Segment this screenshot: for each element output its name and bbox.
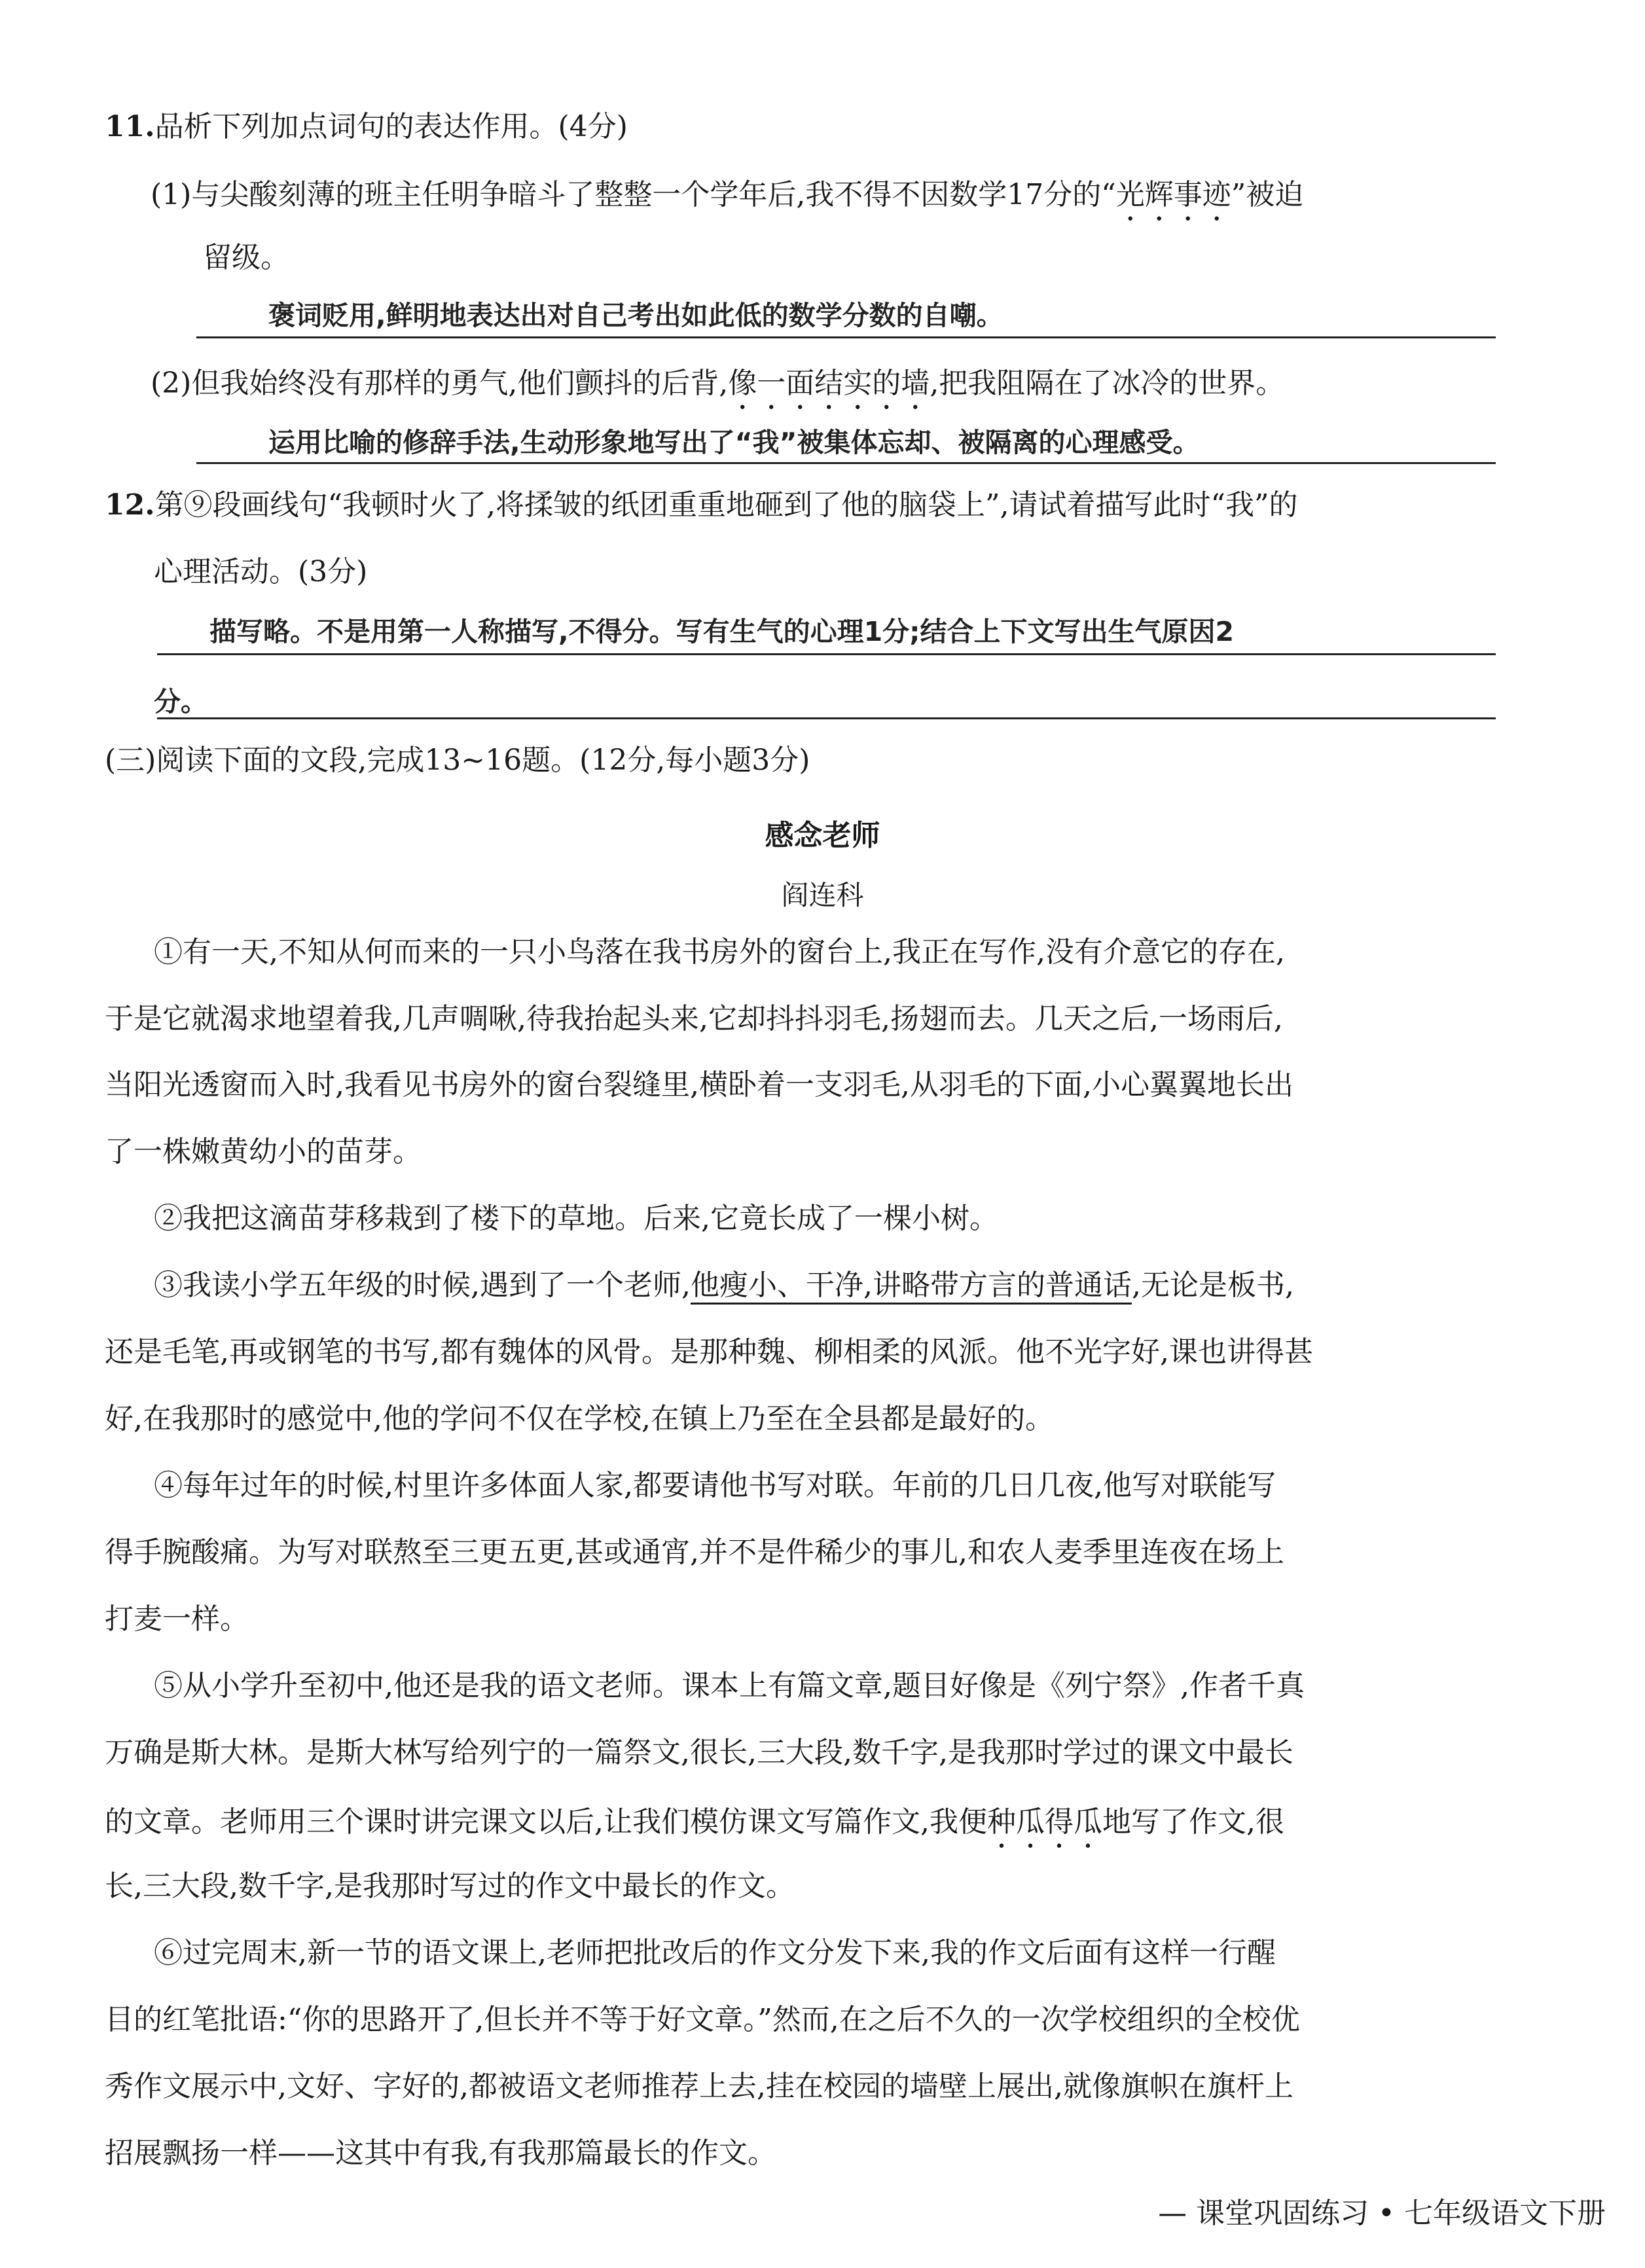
q11-item2-dotted-phrase: 像一面结实的墙 bbox=[728, 367, 930, 400]
p5-dotted-phrase: 种瓜得瓜 bbox=[986, 1805, 1102, 1839]
p3-line2: 还是毛笔,再或钢笔的书写,都有魏体的风骨。是那种魏、柳相柔的风派。他不光字好,课也讲得甚 bbox=[105, 1335, 1313, 1369]
q11-item1-answer-line bbox=[196, 336, 1496, 338]
page-footer: — 课堂巩固练习 • 七年级语文下册 bbox=[1158, 2197, 1606, 2230]
q11-item1-text-a: (1)与尖酸刻薄的班主任明争暗斗了整整一个学年后,我不得不因数学17分的“ bbox=[151, 178, 1116, 211]
q11-number: 11. bbox=[105, 110, 155, 143]
q12-text-1: 第⑨段画线句“我顿时火了,将揉皱的纸团重重地砸到了他的脑袋上”,请试着描写此时“我”的 bbox=[154, 488, 1298, 522]
q11-item1-line2: 留级。 bbox=[203, 241, 289, 274]
p4-line2: 得手腕酸痛。为写对联熬至三更五更,甚或通宵,并不是件稀少的事儿,和农人麦季里连夜在场上 bbox=[105, 1536, 1284, 1569]
p3-text-b: ,无论是板书, bbox=[1131, 1269, 1294, 1302]
q11-stem-text: 品析下列加点词句的表达作用。(4分) bbox=[154, 110, 628, 143]
q12-line1 bbox=[105, 488, 1506, 522]
article-author: 阎连科 bbox=[781, 879, 864, 911]
p4-line1: ④每年过年的时候,村里许多体面人家,都要请他书写对联。年前的几日几夜,他写对联能写 bbox=[154, 1469, 1276, 1502]
p6-line3: 秀作文展示中,文好、字好的,都被语文老师推荐上去,挂在校园的墙壁上展出,就像旗帜在旗杆上 bbox=[105, 2070, 1293, 2103]
q11-item1-text-b: ”被迫 bbox=[1231, 178, 1304, 211]
q12-number: 12. bbox=[105, 488, 155, 522]
p6-line2: 目的红笔批语:“你的思路开了,但长并不等于好文章。”然而,在之后不久的一次学校组织的全校优 bbox=[105, 2003, 1300, 2036]
q11-item2-answer: 运用比喻的修辞手法,生动形象地写出了“我”被集体忘却、被隔离的心理感受。 bbox=[268, 427, 1200, 458]
q11-item2-answer-line bbox=[196, 462, 1496, 464]
q11-item1-line1 bbox=[151, 178, 1551, 228]
p1-line3: 当阳光透窗而入时,我看见书房外的窗台裂缝里,横卧着一支羽毛,从羽毛的下面,小心翼翼地长出 bbox=[105, 1068, 1293, 1102]
q12-answer-rule1 bbox=[157, 653, 1496, 655]
p3-line3: 好,在我那时的感觉中,他的学问不仅在学校,在镇上乃至在全县都是最好的。 bbox=[105, 1402, 1054, 1435]
p5-line1: ⑤从小学升至初中,他还是我的语文老师。课本上有篇文章,题目好像是《列宁祭》,作者千真 bbox=[154, 1669, 1305, 1702]
q11-item2-text-a: (2)但我始终没有那样的勇气,他们颤抖的后背, bbox=[151, 367, 729, 400]
p6-line4: 招展飘扬一样——这其中有我,有我那篇最长的作文。 bbox=[105, 2136, 776, 2170]
p1-line1: ①有一天,不知从何而来的一只小鸟落在我书房外的窗台上,我正在写作,没有介意它的存在, bbox=[154, 935, 1285, 969]
p5-line2: 万确是斯大林。是斯大林写给列宁的一篇祭文,很长,三大段,数千字,是我那时学过的课文中最长 bbox=[105, 1736, 1293, 1769]
p1-line4: 了一株嫩黄幼小的苗芽。 bbox=[105, 1135, 422, 1168]
article-title: 感念老师 bbox=[765, 819, 880, 852]
p3-text-a: ③我读小学五年级的时候,遇到了一个老师, bbox=[154, 1269, 691, 1302]
q11-item2-line bbox=[151, 367, 1551, 416]
section3-heading: (三)阅读下面的文段,完成13~16题。(12分,每小题3分) bbox=[105, 744, 810, 777]
p3-underlined-sentence: 他瘦小、干净,讲略带方言的普通话 bbox=[690, 1269, 1132, 1302]
p5-line3 bbox=[105, 1805, 1506, 1855]
p3-line1 bbox=[154, 1271, 1555, 1300]
q11-stem bbox=[105, 110, 1506, 143]
p6-line1: ⑥过完周末,新一节的语文课上,老师把批改后的作文分发下来,我的作文后面有这样一行醒 bbox=[154, 1936, 1276, 1970]
q11-item1-dotted-phrase: 光辉事迹 bbox=[1115, 178, 1231, 211]
q12-answer-rule2 bbox=[157, 717, 1496, 719]
q11-item2-text-b: ,把我阻隔在了冰冷的世界。 bbox=[930, 367, 1285, 400]
p1-line2: 于是它就渴求地望着我,几声啁啾,待我抬起头来,它却抖抖羽毛,扬翅而去。几天之后,一场雨后, bbox=[105, 1002, 1283, 1035]
q12-line2: 心理活动。(3分) bbox=[154, 555, 368, 588]
q12-answer-line2: 分。 bbox=[154, 686, 208, 717]
q12-answer-line1: 描写略。不是用第一人称描写,不得分。写有生气的心理1分;结合上下文写出生气原因2 bbox=[209, 616, 1235, 647]
p2-line1: ②我把这滴苗芽移栽到了楼下的草地。后来,它竟长成了一棵小树。 bbox=[154, 1202, 998, 1235]
q11-item1-answer: 褒词贬用,鲜明地表达出对自己考出如此低的数学分数的自嘲。 bbox=[268, 300, 1003, 331]
p5-line4: 长,三大段,数千字,是我那时写过的作文中最长的作文。 bbox=[105, 1869, 795, 1903]
p5-text-a: 的文章。老师用三个课时讲完课文以后,让我们模仿课文写篇作文,我便 bbox=[105, 1805, 987, 1839]
p5-text-b: 地写了作文,很 bbox=[1102, 1805, 1284, 1839]
p4-line3: 打麦一样。 bbox=[105, 1602, 249, 1636]
